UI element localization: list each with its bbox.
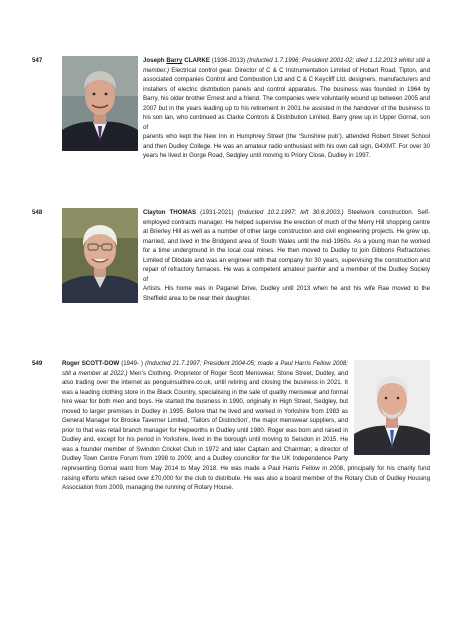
person-name: Roger SCOTT-DOW bbox=[62, 360, 120, 367]
entry-number: 549 bbox=[32, 360, 43, 367]
entry-body bbox=[62, 359, 430, 493]
entry-number: 547 bbox=[32, 57, 43, 64]
biography-continuation: parents who kept the New Inn in Humphrey Street (the ‘Sunshine pub’), attended Robert Street School and then Dudley College. He was an amateur radio enthusiast with his own call sign, G4XMT. For over 30 years he lived in Gorge Road, Sedgley until moving to Priory Close, Dudley in 1997. bbox=[143, 133, 430, 160]
entry-549 bbox=[32, 359, 430, 493]
biography-text: Electrical control gear. Director of C & C Instrumentation Limited of Hobart Road, Tipton, and associated companies Control and Combustion Ltd and C & C Keycliff Ltd, designers, manufacturers and installers of electric distribution panels and control apparatus. The business was founded in 1964 by Barry, his older brother Ernest and a friend. The companies were voluntarily wound up between 2005 and 2007 but in the years leading up to his retirement in 2001 he assisted in the handover of the business to his son Ian, who continued as Clarke Controls & Distribution Limited. Barry grew up in Upper Gornal, son of bbox=[143, 66, 430, 131]
entry-547 bbox=[32, 56, 430, 161]
membership-details: (Inducted 10.2.1997; left 30.6.2003.) bbox=[237, 209, 344, 216]
person-dates: (1936-2013) bbox=[209, 57, 248, 64]
membership-details: (Inducted 21.7.1997; President 2004-05; made a Paul Harris Fellow 2008; still a member at 2022.) bbox=[62, 360, 349, 377]
entry-body bbox=[62, 56, 430, 161]
person-dates: (1949- ) bbox=[119, 360, 145, 367]
biography-continuation: Artists. His home was in Paganel Drive, Dudley until 2013 when he and his wife Rae moved to the Sheffield area to be near their daughter. bbox=[143, 285, 430, 302]
entry-number: 548 bbox=[32, 209, 43, 216]
person-dates: (1931-2021) bbox=[196, 209, 238, 216]
biography-text: Men’s Clothing. Proprietor of Roger Scott Menswear, Stone Street, Dudley, and also trading over the internet as penguinsuithire.co.uk, until retiring and closing the business in 2021. It was a leading clothing store in the Black Country, specialising in the sale of quality menswear and formal hire wear for both men and boys. He started the business in 1990, originally in High Street, Sedgley, but moved to larger premises in Dudley in 1995. Before that he lived and worked in Yorkshire from 1983 as General Manager for Brooke Taverner Limited, ‘Tailors of Distinction’, the major menswear suppliers, and prior to that was retail branch manager for Hepworths in Dudley until 1980. Roger was born and raised in Dudley and, except for his period in Yorkshire, lived in the borough until moving to Seisdon in 2015. He was a founder member of Swindon Cricket Club in 1972 and later Captain and Chairman; a director of Dudley Town Centre Forum from 1998 to 2009; and a Dudley councillor for the UK Independence Party representing Gornal ward from May 2014 to May 2018. He was made a Paul Harris Fellow in 2008, principally for his charity fund raising efforts which raised over £70,000 for the club to distribute. He was also a board member of the Rotary Club of Dudley Housing Association from 2009, managing the running of Rotary House. bbox=[62, 369, 430, 492]
person-name: Joseph Barry CLARKE bbox=[143, 57, 210, 64]
biography-text: Steelwork construction. Self-employed contracts manager. He helped supervise the erection of much of the Merry Hill shopping centre at Brierley Hill as well as a number of other large construction and civil engineering projects. He grew up, married, and lived in the Bridgend area of South Wales until the mid-1960s. As a young man he worked for a time underground in the local coal mines. He then moved to Dudley to join Gibbons Refractories Limited of Dibdale and was an engineer with that company for 30 years, supervising the construction and repair of refractory furnaces. He was a competent amateur painter and a member of the Dudley Society of bbox=[143, 209, 430, 283]
portrait-photo-clayton-thomas bbox=[62, 208, 138, 303]
entry-body bbox=[62, 208, 430, 303]
entry-548 bbox=[32, 208, 430, 304]
membership-details: (Inducted 1.7.1996; President 2001-02; died 1.12.2013 whilst still a member.) bbox=[143, 57, 430, 74]
portrait-photo-roger-scott-dow bbox=[354, 360, 430, 455]
person-name: Clayton THOMAS bbox=[143, 209, 197, 216]
portrait-photo-joseph-barry-clarke bbox=[62, 56, 138, 151]
